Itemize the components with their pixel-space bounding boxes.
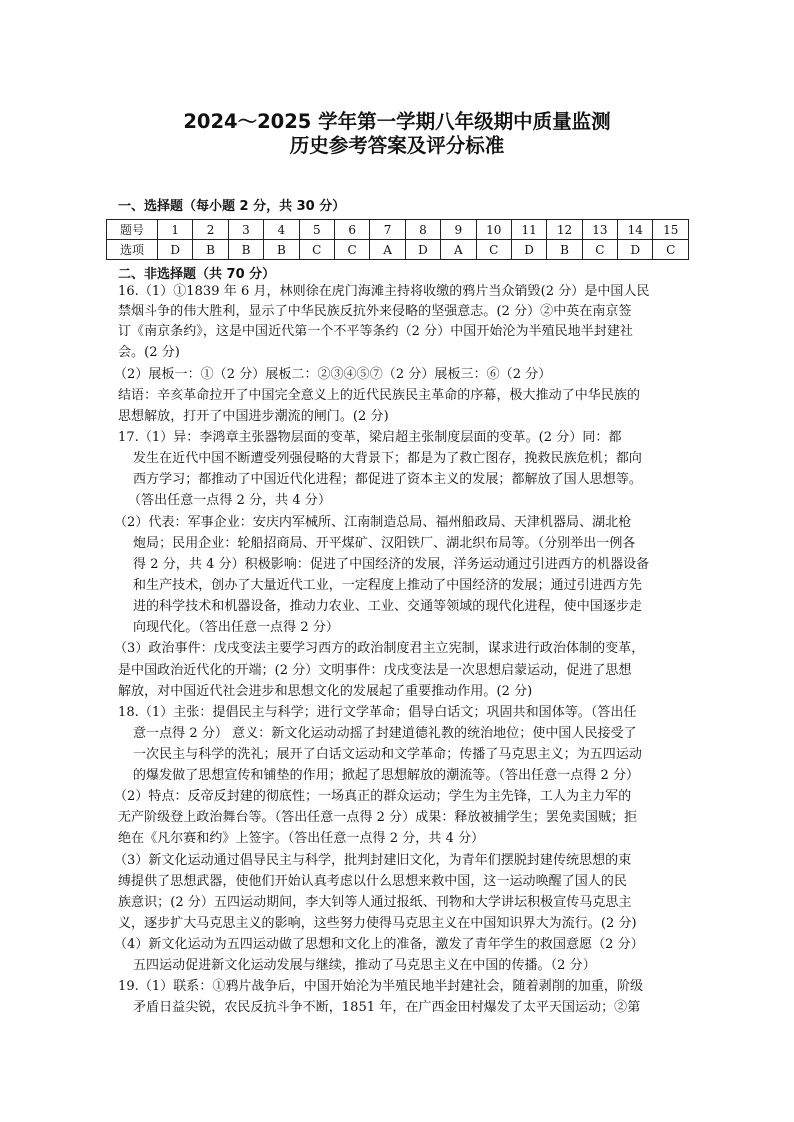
table-cell: B xyxy=(228,240,263,260)
answer-line: （3）政治事件：戊戌变法主要学习西方的政治制度君主立宪制，谋求进行政治体制的变革， xyxy=(114,641,645,656)
answer-line: 的爆发做了思想宣传和铺垫的作用；掀起了思想解放的潮流等。（答出任意一点得 2 分） xyxy=(133,768,640,783)
answer-table xyxy=(106,219,689,260)
answer-line: 族意识；(2 分）五四运动期间，李大钊等人通过报纸、刊物和大学讲坛积极宣传马克思主 xyxy=(118,895,632,910)
table-cell: C xyxy=(334,240,369,260)
table-cell: 1 xyxy=(158,220,193,240)
answer-line: 缚提供了思想武器，使他们开始认真考虑以什么思想来救中国，这一运动唤醒了国人的民 xyxy=(118,874,627,889)
answer-line: 矛盾日益尖锐，农民反抗斗争不断，1851 年，在广西金田村爆发了太平天国运动；②第 xyxy=(133,1000,641,1015)
answer-line: 16.（1）①1839 年 6 月，林则徐在虎门海滩主持将收缴的鸦片当众销毁(2 分）是中国人民 xyxy=(118,284,650,299)
answer-line: 炮局；民用企业：轮船招商局、开平煤矿、汉阳铁厂、湖北织布局等。（分别举出一例各 xyxy=(133,536,636,551)
table-cell: C xyxy=(582,240,617,260)
answer-line: 禁烟斗争的伟大胜利，显示了中华民族反抗外来侵略的坚强意志。(2 分）②中英在南京签 xyxy=(118,304,632,319)
table-row-numbers xyxy=(107,220,689,240)
answer-line: （4）新文化运动为五四运动做了思想和文化上的准备，激发了青年学生的救国意愿（2 分） xyxy=(114,937,644,952)
answer-line: 19.（1）联系：①鸦片战争后，中国开始沦为半殖民地半封建社会，随着剥削的加重，阶级 xyxy=(118,979,644,994)
table-cell: 8 xyxy=(405,220,440,240)
table-cell: 3 xyxy=(228,220,263,240)
answer-line: 发生在近代中国不断遭受列强侵略的大背景下；都是为了救亡图存，挽救民族危机；都向 xyxy=(133,451,642,466)
row-label-option: 选项 xyxy=(107,240,158,260)
page-subtitle: 历史参考答案及评分标准 xyxy=(289,134,505,157)
table-cell: 15 xyxy=(653,220,689,240)
table-cell: 10 xyxy=(476,220,511,240)
table-cell: C xyxy=(653,240,689,260)
answer-line: （3）新文化运动通过倡导民主与科学，批判封建旧文化，为青年们摆脱封建传统思想的束 xyxy=(114,853,632,868)
page-title: 2024～2025 学年第一学期八年级期中质量监测 xyxy=(183,110,611,133)
answer-line: 订《南京条约》，这是中国近代第一个不平等条约（2 分）中国开始沦为半殖民地半封建社 xyxy=(118,324,633,339)
table-cell: C xyxy=(299,240,334,260)
answer-line: 进的科学技术和机器设备，推动力农业、工业、交通等领域的现代化进程，使中国逐步走 xyxy=(133,599,642,614)
table-cell: C xyxy=(476,240,511,260)
section-heading-nonchoice: 二、非选择题（共 70 分） xyxy=(118,267,276,282)
table-cell: D xyxy=(511,240,546,260)
table-cell: 12 xyxy=(547,220,582,240)
answer-line: 无产阶级登上政治舞台等。（答出任意一点得 2 分）成果：释放被捕学生；罢免卖国贼；拒 xyxy=(118,810,638,825)
table-cell: 7 xyxy=(370,220,405,240)
answer-line: 解放，对中国近代社会进步和思想文化的发展起了重要推动作用。(2 分) xyxy=(118,684,533,699)
answer-line: 18.（1）主张：提倡民主与科学；进行文学革命；倡导白话文；巩固共和国体等。（答出任 xyxy=(118,705,637,720)
table-cell: 13 xyxy=(582,220,617,240)
answer-line: 和生产技术，创办了大量近代工业，一定程度上推动了中国经济的发展；通过引进西方先 xyxy=(133,578,642,593)
table-cell: 9 xyxy=(441,220,476,240)
table-cell: A xyxy=(370,240,405,260)
answer-line: （2）特点：反帝反封建的彻底性；一场真正的群众运动；学生为主先锋，工人为主力军的 xyxy=(114,789,632,804)
answer-line: 义，逐步扩大马克思主义的影响，这些努力使得马克思主义在中国知识界大为流行。(2 分) xyxy=(118,916,637,931)
table-cell: B xyxy=(547,240,582,260)
answer-line: 得 2 分，共 4 分）积极影响：促进了中国经济的发展，洋务运动通过引进西方的机器设备 xyxy=(133,557,650,572)
answer-line: 绝在《凡尔赛和约》上签字。（答出任意一点得 2 分，共 4 分） xyxy=(118,831,485,846)
answer-line: 意一点得 2 分） 意义：新文化运动动摇了封建道德礼教的统治地位；使中国人民接受了 xyxy=(133,726,637,741)
answer-line: （2）展板一：①（2 分）展板二：②③④⑤⑦（2 分）展板三：⑥（2 分） xyxy=(114,367,552,382)
table-cell: B xyxy=(264,240,299,260)
table-cell: B xyxy=(193,240,228,260)
table-row-answers xyxy=(107,240,689,260)
answer-line: 会。(2 分) xyxy=(118,345,180,360)
table-cell: D xyxy=(405,240,440,260)
answer-line: 结语：辛亥革命拉开了中国完全意义上的近代民族民主革命的序幕，极大推动了中华民族的 xyxy=(118,388,641,403)
table-cell: D xyxy=(158,240,193,260)
answer-line: 思想解放，打开了中国进步潮流的闸门。(2 分) xyxy=(118,409,389,424)
answer-line: （2）代表：军事企业：安庆内军械所、江南制造总局、福州船政局、天津机器局、湖北枪 xyxy=(114,515,632,530)
section-heading-choice: 一、选择题（每小题 2 分，共 30 分） xyxy=(118,199,346,214)
answer-line: 17.（1）异：李鸿章主张器物层面的变革，梁启超主张制度层面的变革。(2 分）同：都 xyxy=(118,430,622,445)
row-label-question: 题号 xyxy=(107,220,158,240)
table-cell: D xyxy=(618,240,653,260)
table-cell: 2 xyxy=(193,220,228,240)
table-cell: 5 xyxy=(299,220,334,240)
answer-line: 五四运动促进新文化运动发展与继续，推动了马克思主义在中国的传播。（2 分） xyxy=(133,958,596,973)
answer-line: （答出任意一点得 2 分，共 4 分） xyxy=(128,493,332,508)
table-cell: 6 xyxy=(334,220,369,240)
table-cell: A xyxy=(441,240,476,260)
table-cell: 14 xyxy=(618,220,653,240)
answer-line: 向现代化。（答出任意一点得 2 分） xyxy=(133,620,339,635)
table-cell: 11 xyxy=(511,220,546,240)
table-cell: 4 xyxy=(264,220,299,240)
answer-line: 一次民主与科学的洗礼；展开了白话文运动和文学革命；传播了马克思主义；为五四运动 xyxy=(133,747,642,762)
answer-line: 是中国政治近代化的开端；(2 分）文明事件：戊戌变法是一次思想启蒙运动，促进了思想 xyxy=(118,663,632,678)
answer-line: 西方学习；都推动了中国近代化进程；都促进了资本主义的发展；都解放了国人思想等。 xyxy=(133,472,642,487)
